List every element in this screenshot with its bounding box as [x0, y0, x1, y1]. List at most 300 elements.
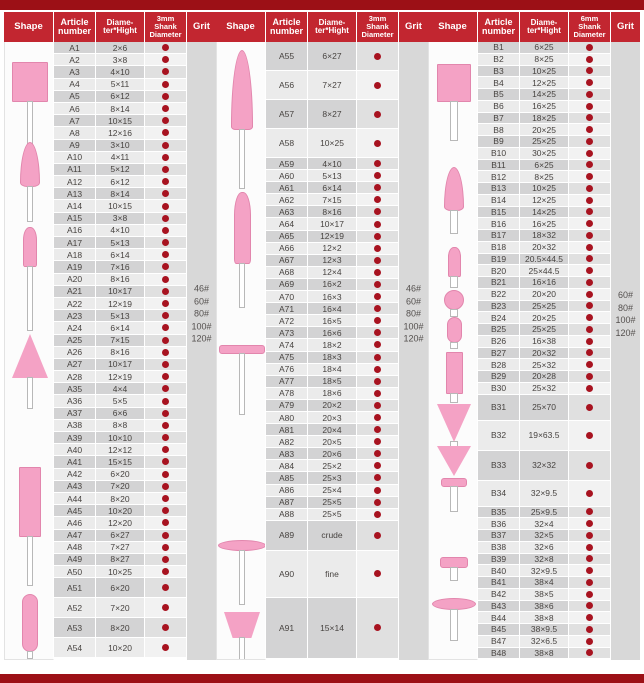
article-number-cell — [266, 279, 308, 291]
article-number: B9 — [493, 136, 504, 147]
diameter-height: 8×27 — [110, 554, 130, 565]
shank-availability-dot — [586, 508, 593, 515]
article-number: B8 — [493, 124, 504, 135]
torpedo-point-icon — [231, 50, 253, 130]
article-number: B16 — [490, 218, 507, 229]
table-row — [478, 124, 611, 136]
shank-stem — [239, 263, 245, 308]
round-nose-cylinder-icon — [23, 227, 37, 267]
shank-stem — [239, 550, 245, 605]
article-number: A57 — [278, 109, 295, 119]
diameter-height: 16×38 — [532, 336, 556, 347]
article-number-cell — [266, 170, 308, 182]
diameter-height: 5×12 — [110, 164, 130, 175]
diameter-height: 20×28 — [532, 371, 556, 382]
diameter-height: 12×25 — [532, 77, 556, 88]
article-number-cell — [478, 371, 520, 383]
article-number: B44 — [490, 612, 507, 623]
diameter-height: 25×3 — [322, 472, 342, 483]
diameter-height: 16×25 — [532, 218, 556, 229]
table-row — [478, 113, 611, 125]
table-row — [478, 277, 611, 289]
article-header-line: Article — [484, 16, 513, 27]
article-number-cell — [54, 456, 96, 468]
table-row — [478, 242, 611, 254]
diameter-height: 7×16 — [110, 261, 130, 272]
article-number: B1 — [493, 42, 504, 53]
shank-availability-dot — [374, 329, 381, 336]
article-number-cell — [54, 517, 96, 529]
table-row — [266, 412, 399, 424]
shank-availability-dot — [586, 161, 593, 168]
diameter-height: 12×19 — [108, 298, 132, 309]
article-number: A8 — [69, 127, 80, 138]
article-number-cell — [266, 71, 308, 100]
group-body — [216, 42, 428, 660]
grit-column — [187, 42, 216, 660]
article-number: B15 — [490, 206, 507, 217]
article-number: A26 — [66, 347, 83, 358]
diameter-height: 25×32 — [532, 359, 556, 370]
article-number-cell — [266, 388, 308, 400]
article-number: A89 — [278, 530, 295, 541]
shank-available-cell — [145, 164, 187, 176]
diameter-height-cell — [96, 383, 145, 395]
diameter-height-cell — [520, 648, 569, 660]
article-number-cell — [266, 400, 308, 412]
diameter-column-header — [96, 12, 145, 42]
shank-available-cell — [145, 395, 187, 407]
article-number-cell — [54, 274, 96, 286]
table-row — [266, 158, 399, 170]
article-number-cell — [266, 158, 308, 170]
article-number: A76 — [278, 364, 295, 375]
diameter-height-cell — [308, 267, 357, 279]
diameter-header-line: ter*Hight — [527, 26, 561, 35]
diameter-height: 12×19 — [108, 371, 132, 382]
shank-available-cell — [357, 400, 399, 412]
article-number-cell — [54, 103, 96, 115]
shank-availability-dot — [162, 227, 169, 234]
table-row — [54, 542, 187, 554]
diameter-height: 18×32 — [532, 230, 556, 241]
shank-available-cell — [569, 207, 611, 219]
diameter-height: 25×25 — [532, 136, 556, 147]
article-number-cell — [266, 291, 308, 303]
diameter-height: 10×17 — [108, 286, 132, 297]
diameter-height: 6×25 — [534, 42, 554, 53]
shank-available-cell — [145, 444, 187, 456]
table-row — [478, 77, 611, 89]
diameter-height: 8×20 — [110, 622, 130, 633]
diameter-height: 25×9.5 — [530, 506, 558, 517]
article-number: A73 — [278, 327, 295, 338]
diameter-height-cell — [308, 400, 357, 412]
grit-value: 60# — [617, 289, 634, 300]
shank-available-cell — [145, 249, 187, 261]
shank-availability-dot — [374, 414, 381, 421]
shank-header-line: Diameter — [361, 29, 394, 39]
shank-availability-dot — [586, 314, 593, 321]
article-number-cell — [266, 129, 308, 158]
diameter-height-cell — [96, 176, 145, 188]
article-number-cell — [54, 176, 96, 188]
shank-available-cell — [145, 359, 187, 371]
article-number: A72 — [278, 315, 295, 326]
diameter-height-cell — [96, 505, 145, 517]
table-row — [54, 152, 187, 164]
article-number-cell — [266, 485, 308, 497]
diameter-height: 10×25 — [320, 138, 344, 148]
shank-availability-dot — [374, 474, 381, 481]
diameter-height-cell — [96, 322, 145, 334]
article-number: A66 — [278, 243, 295, 254]
article-number: B19 — [490, 253, 507, 264]
shank-availability-dot — [374, 293, 381, 300]
article-number: B41 — [490, 577, 507, 588]
diameter-height-cell — [308, 364, 357, 376]
shank-available-cell — [357, 303, 399, 315]
shank-stem — [450, 101, 458, 141]
shank-availability-dot — [374, 426, 381, 433]
article-number-cell — [478, 542, 520, 554]
article-number: A46 — [66, 517, 83, 528]
table-row — [266, 551, 399, 598]
caption-strip — [4, 660, 640, 674]
grit-value: 120# — [191, 333, 212, 344]
shank-available-cell — [145, 127, 187, 139]
diameter-height-cell — [520, 371, 569, 383]
shank-available-cell — [357, 255, 399, 267]
diameter-height: 20×25 — [532, 312, 556, 323]
shank-availability-dot — [586, 373, 593, 380]
table-row — [54, 79, 187, 91]
diameter-height: 25×2 — [322, 460, 342, 471]
article-number: A14 — [66, 201, 83, 212]
article-number-cell — [478, 359, 520, 371]
article-number: A1 — [69, 42, 80, 53]
shank-availability-dot — [374, 208, 381, 215]
article-number-cell — [478, 601, 520, 613]
article-header-line: Article — [60, 16, 89, 27]
diameter-height: 32×6 — [534, 542, 554, 553]
article-number: A68 — [278, 267, 295, 278]
diameter-height: 16×5 — [322, 315, 342, 326]
diameter-height-cell — [96, 200, 145, 212]
table-row — [478, 324, 611, 336]
article-number-cell — [478, 183, 520, 195]
table-row — [266, 42, 399, 71]
group-body — [4, 42, 216, 660]
shank-available-cell — [357, 598, 399, 659]
table-row — [266, 327, 399, 339]
inverted-cone-icon — [437, 404, 471, 442]
cylinder-square-icon — [437, 64, 471, 102]
shank-availability-dot — [374, 160, 381, 167]
diameter-height: 20×3 — [322, 412, 342, 423]
diameter-height: 10×25 — [532, 183, 556, 194]
article-number-cell — [54, 54, 96, 66]
article-number: A3 — [69, 66, 80, 77]
diameter-height-cell — [96, 481, 145, 493]
article-number-cell — [478, 348, 520, 360]
article-number-cell — [478, 254, 520, 266]
article-column-header — [266, 12, 308, 42]
shank-available-cell — [357, 206, 399, 218]
diameter-height-cell — [308, 497, 357, 509]
tapered-cylinder-icon — [234, 192, 251, 264]
shank-available-cell — [357, 424, 399, 436]
article-number-cell — [266, 243, 308, 255]
table-row — [54, 225, 187, 237]
article-number: A48 — [66, 542, 83, 553]
article-number-cell — [54, 566, 96, 578]
article-number-cell — [54, 578, 96, 598]
shank-availability-dot — [162, 471, 169, 478]
shank-availability-dot — [586, 126, 593, 133]
article-number: A91 — [278, 622, 295, 633]
shank-available-cell — [569, 530, 611, 542]
article-number: A10 — [66, 152, 83, 163]
article-number-cell — [54, 152, 96, 164]
article-number-cell — [478, 54, 520, 66]
table-row — [478, 518, 611, 530]
diameter-height: 25×25 — [532, 324, 556, 335]
shank-stem — [450, 486, 458, 512]
shank-availability-dot — [586, 232, 593, 239]
shank-available-cell — [145, 261, 187, 273]
table-row — [266, 267, 399, 279]
shank-availability-dot — [586, 91, 593, 98]
table-row — [478, 207, 611, 219]
shank-available-cell — [569, 577, 611, 589]
table-row — [54, 638, 187, 658]
diameter-height: 20.5×44.5 — [524, 253, 564, 264]
diameter-height: 8×16 — [322, 206, 342, 217]
shank-availability-dot — [586, 591, 593, 598]
diameter-height: 20×32 — [532, 242, 556, 253]
shank-availability-dot — [586, 349, 593, 356]
table-row — [54, 335, 187, 347]
article-number-cell — [54, 371, 96, 383]
diameter-height-cell — [96, 566, 145, 578]
diameter-height: 25×5 — [322, 509, 342, 520]
shank-availability-dot — [586, 602, 593, 609]
article-number: A45 — [66, 505, 83, 516]
shank-availability-dot — [586, 638, 593, 645]
table-row — [266, 424, 399, 436]
shank-availability-dot — [162, 422, 169, 429]
article-number-cell — [478, 113, 520, 125]
grit-value: 80# — [405, 308, 422, 319]
shank-stem — [450, 210, 458, 234]
cup-wheel-icon — [224, 612, 260, 638]
article-number: A40 — [66, 444, 83, 455]
shank-available-cell — [357, 267, 399, 279]
shank-stem — [450, 393, 458, 403]
shank-available-cell — [569, 371, 611, 383]
shank-available-cell — [357, 158, 399, 170]
diameter-height-cell — [520, 183, 569, 195]
diameter-height: 25×44.5 — [528, 265, 560, 276]
article-number-cell — [478, 101, 520, 113]
shank-stem — [450, 609, 458, 641]
diameter-height-cell — [96, 359, 145, 371]
article-number: B38 — [490, 542, 507, 553]
diameter-height: 32×9.5 — [530, 488, 558, 498]
diameter-height: 8×16 — [110, 274, 130, 285]
article-number-cell — [54, 213, 96, 225]
grit-header-label: Grit — [617, 21, 634, 33]
shank-available-cell — [145, 91, 187, 103]
diameter-height-cell — [520, 136, 569, 148]
article-number-cell — [478, 136, 520, 148]
shank-header-line: Diameter — [149, 29, 182, 39]
shank-stem — [450, 276, 458, 288]
article-number: A88 — [278, 509, 295, 520]
shank-availability-dot — [586, 114, 593, 121]
shank-available-cell — [357, 315, 399, 327]
article-number-cell — [478, 77, 520, 89]
shank-header-line: 6mm — [580, 14, 599, 24]
article-number: B27 — [490, 347, 507, 358]
table-row — [54, 578, 187, 598]
shank-available-cell — [145, 66, 187, 78]
article-number: A5 — [69, 91, 80, 102]
article-number-cell — [478, 324, 520, 336]
diameter-height: 16×25 — [532, 101, 556, 112]
diameter-height: 4×10 — [110, 66, 130, 77]
diameter-height-cell — [308, 436, 357, 448]
table-row — [54, 347, 187, 359]
diameter-height: 2×6 — [112, 42, 128, 53]
table-row — [54, 200, 187, 212]
shank-available-cell — [145, 298, 187, 310]
diameter-height-cell — [96, 54, 145, 66]
diameter-height-cell — [96, 286, 145, 298]
diameter-height: 5×13 — [110, 237, 130, 248]
shank-available-cell — [145, 469, 187, 481]
diameter-height: 38×5 — [534, 589, 554, 600]
diameter-height-cell — [308, 255, 357, 267]
shank-availability-dot — [374, 624, 381, 631]
diameter-height: 20×2 — [322, 400, 342, 411]
shank-available-cell — [145, 54, 187, 66]
shank-available-cell — [357, 521, 399, 551]
rows-column — [478, 42, 611, 660]
grit-values — [399, 282, 428, 345]
article-number-cell — [54, 530, 96, 542]
table-row — [266, 598, 399, 659]
grit-value: 60# — [405, 296, 422, 307]
diameter-height: 4×4 — [112, 383, 128, 394]
article-number: A83 — [278, 448, 295, 459]
shank-available-cell — [569, 218, 611, 230]
article-number: A80 — [278, 412, 295, 423]
article-number-cell — [54, 493, 96, 505]
article-number: B17 — [490, 230, 507, 241]
diameter-height: 18×6 — [322, 388, 342, 399]
diameter-height: 3×10 — [110, 140, 130, 151]
article-number: A7 — [69, 115, 80, 126]
article-number: A35 — [66, 383, 83, 394]
table-row — [54, 618, 187, 638]
shank-available-cell — [569, 336, 611, 348]
article-number-cell — [54, 335, 96, 347]
article-number-cell — [266, 339, 308, 351]
diameter-height-cell — [308, 598, 357, 659]
article-number-cell — [478, 218, 520, 230]
diameter-column-header — [308, 12, 357, 42]
shank-availability-dot — [586, 302, 593, 309]
article-number: B18 — [490, 242, 507, 253]
diameter-height-cell — [96, 469, 145, 481]
table-row — [266, 100, 399, 129]
diameter-height: 6×27 — [110, 530, 130, 541]
article-column-header — [54, 12, 96, 42]
article-number: B34 — [490, 488, 507, 498]
diameter-height-cell — [520, 451, 569, 481]
article-number-cell — [478, 242, 520, 254]
diameter-height-cell — [308, 460, 357, 472]
diameter-height-cell — [520, 242, 569, 254]
article-number-cell — [478, 451, 520, 481]
table-row — [54, 408, 187, 420]
shank-available-cell — [569, 242, 611, 254]
diameter-height-cell — [308, 243, 357, 255]
article-number: A37 — [66, 408, 83, 419]
shank-available-cell — [357, 364, 399, 376]
diameter-height-cell — [96, 188, 145, 200]
article-number-cell — [54, 481, 96, 493]
ball-icon — [444, 290, 464, 310]
table-row — [54, 164, 187, 176]
flame-point-icon — [20, 142, 40, 187]
article-number: A81 — [278, 424, 295, 435]
diameter-height: 16×4 — [322, 303, 342, 314]
shank-stem — [239, 637, 245, 660]
shank-available-cell — [357, 279, 399, 291]
article-number: A84 — [278, 460, 295, 471]
article-number: B37 — [490, 530, 507, 541]
diameter-height-cell — [520, 101, 569, 113]
shank-available-cell — [357, 218, 399, 230]
article-number-cell — [54, 469, 96, 481]
shank-availability-dot — [374, 140, 381, 147]
diameter-height: 6×27 — [322, 51, 342, 61]
article-number: A78 — [278, 388, 295, 399]
table-row — [266, 71, 399, 100]
article-number: A59 — [278, 158, 295, 169]
article-number: B20 — [490, 265, 507, 276]
diameter-height: 32×4 — [534, 518, 554, 529]
bottom-border-bar — [0, 674, 644, 683]
diameter-height-cell — [520, 277, 569, 289]
article-number: B24 — [490, 312, 507, 323]
shank-availability-dot — [586, 185, 593, 192]
diameter-height-cell — [520, 359, 569, 371]
article-number: A44 — [66, 493, 83, 504]
article-number-cell — [54, 432, 96, 444]
shank-available-cell — [569, 171, 611, 183]
table-row — [54, 140, 187, 152]
shank-available-cell — [569, 589, 611, 601]
shank-available-cell — [569, 624, 611, 636]
shank-available-cell — [569, 66, 611, 78]
shank-availability-dot — [162, 251, 169, 258]
table-row — [478, 554, 611, 566]
shank-availability-dot — [586, 255, 593, 262]
